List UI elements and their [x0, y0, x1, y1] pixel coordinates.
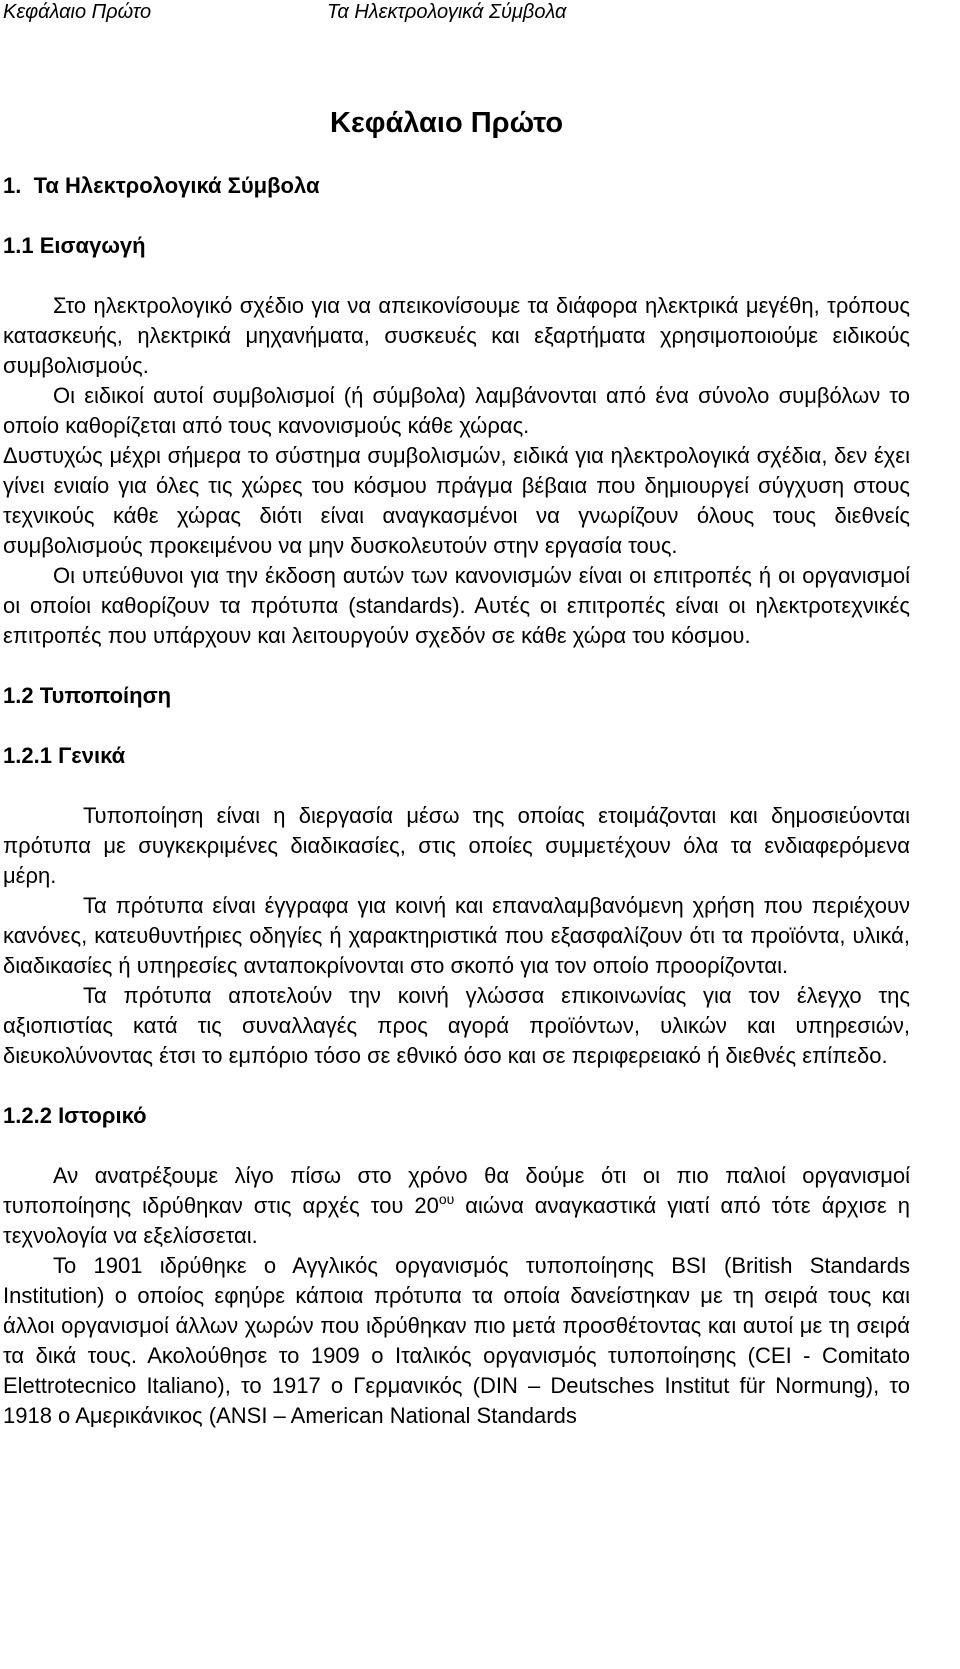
superscript: ου [438, 1191, 455, 1207]
section-title: Γενικά [58, 743, 126, 768]
paragraph: Στο ηλεκτρολογικό σχέδιο για να απεικονίσουμε τα διάφορα ηλεκτρικά μεγέθη, τρόπους κατασκευής, ηλεκτρικά μηχανήματα, συσκευές και εξαρτήματα χρησιμοποιούμε ειδικούς συμβολισμούς. [3, 293, 910, 378]
paragraph [3, 1161, 910, 1251]
section-1-2-2-heading [3, 1101, 910, 1131]
paragraph: Δυστυχώς μέχρι σήμερα το σύστημα συμβολισμών, ειδικά για ηλεκτρολογικά σχέδια, δεν έχει γίνει ενιαίο για όλες τις χώρες του κόσμου πράγμα βέβαια που δημιουργεί σύγχυση στους τεχνικούς κάθε χώρας διότι είναι αναγκασμένοι να γνωρίζουν όλους τους διεθνείς συμβολισμούς προκειμένου να μην δυσκολευτούν στην εργασία τους. [3, 443, 910, 558]
section-1-1-heading [3, 231, 910, 261]
paragraph: Οι υπεύθυνοι για την έκδοση αυτών των κανονισμών είναι οι επιτροπές ή οι οργανισμοί οι οποίοι καθορίζουν τα πρότυπα (standards). Αυτές οι επιτροπές είναι οι ηλεκτροτεχνικές επιτροπές που υπάρχουν και λειτουργούν σχεδόν σε κάθε χώρα του κόσμου. [3, 563, 910, 648]
paragraph: Το 1901 ιδρύθηκε ο Αγγλικός οργανισμός τυποποίησης BSI (British Standards Institution) ο οποίος εφηύρε κάποια πρότυπα τα οποία δανείστηκαν με τη σειρά τους και άλλοι οργανισμοί άλλων χωρών που ιδρύθηκαν πιο μετά προσθέτοντας και αυτοί με τη σειρά τα δικά τους. Ακολούθησε το 1909 ο Ιταλικός οργανισμός τυποποίησης (CEI - Comitato Elettrotecnico Italiano), το 1917 ο Γερμανικός (DIN – Deutsches Institut für Normung), το 1918 ο Αμερικάνικος (ANSI – American National Standards [3, 1253, 910, 1428]
section-title: Τυποποίηση [39, 683, 172, 708]
chapter-title: Κεφάλαιο Πρώτο [330, 107, 564, 139]
section-title: Τα Ηλεκτρολογικά Σύμβολα [33, 173, 320, 198]
section-number: 1. [3, 173, 22, 198]
header-chapter: Κεφάλαιο Πρώτο [3, 1, 152, 23]
running-header [3, 0, 913, 26]
header-topic: Τα Ηλεκτρολογικά Σύμβολα [327, 1, 567, 23]
paragraph: Τα πρότυπα είναι έγγραφα για κοινή και επαναλαμβανόμενη χρήση που περιέχουν κανόνες, κατευθυντήριες οδηγίες ή χαρακτηριστικά που εξασφαλίζουν ότι τα προϊόντα, υλικά, διαδικασίες ή υπηρεσίες ανταποκρίνονται στο σκοπό για τον οποίο προορίζονται. [3, 893, 910, 978]
section-number: 1.2 [3, 683, 34, 708]
section-number: 1.2.2 [3, 1103, 52, 1128]
document-body [3, 171, 910, 1431]
section-title: Εισαγωγή [39, 233, 146, 258]
section-1-2-heading [3, 681, 910, 711]
paragraph: Τα πρότυπα αποτελούν την κοινή γλώσσα επικοινωνίας για τον έλεγχο της αξιοπιστίας κατά τις συναλλαγές προς αγορά προϊόντων, υλικών και υπηρεσιών, διευκολύνοντας έτσι το εμπόριο τόσο σε εθνικό όσο και σε περιφερειακό ή διεθνές επίπεδο. [3, 983, 910, 1068]
section-title: Ιστορικό [58, 1103, 147, 1128]
paragraph-text: αιώνα αναγκαστικά γιατί από τότε άρχισε η τεχνολογία να εξελίσσεται. [3, 1193, 910, 1248]
paragraph: Οι ειδικοί αυτοί συμβολισμοί (ή σύμβολα) λαμβάνονται από ένα σύνολο συμβόλων το οποίο καθορίζεται από τους κανονισμούς κάθε χώρας. [3, 383, 910, 438]
section-number: 1.2.1 [3, 743, 52, 768]
section-1-2-1-heading [3, 741, 910, 771]
section-1-heading [3, 171, 910, 201]
paragraph-text: Αν ανατρέξουμε λίγο πίσω στο χρόνο θα δούμε ότι οι πιο παλιοί οργανισμοί τυποποίησης ιδρύθηκαν στις αρχές του 20 [3, 1163, 910, 1218]
paragraph: Τυποποίηση είναι η διεργασία μέσω της οποίας ετοιμάζονται και δημοσιεύονται πρότυπα με συγκεκριμένες διαδικασίες, στις οποίες συμμετέχουν όλα τα ενδιαφερόμενα μέρη. [3, 803, 910, 888]
section-number: 1.1 [3, 233, 34, 258]
